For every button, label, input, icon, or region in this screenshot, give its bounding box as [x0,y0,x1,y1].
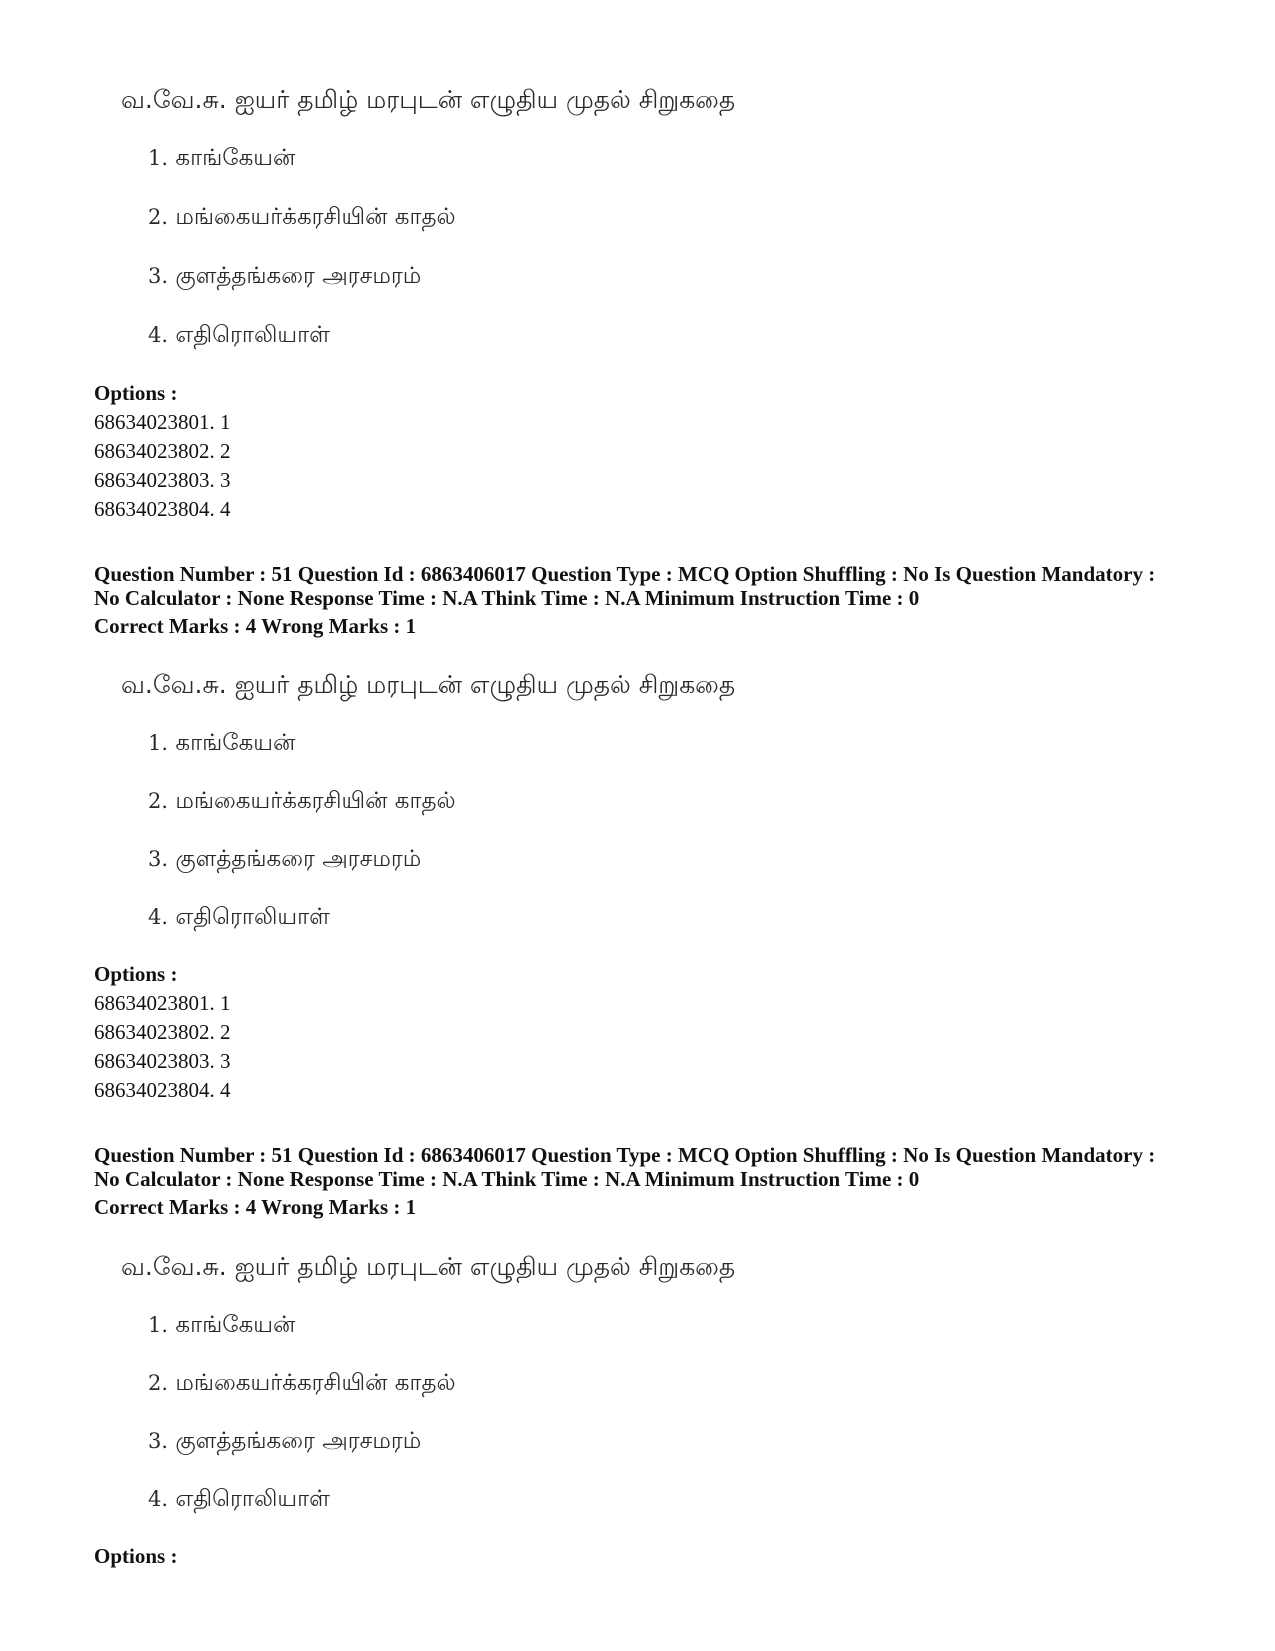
choice-text: குளத்தங்கரை அரசமரம் [175,1428,422,1454]
question-marks: Correct Marks : 4 Wrong Marks : 1 [94,1195,417,1219]
choice-number: 2. [148,789,169,813]
question-stem: வ.வே.சு. ஐயர் தமிழ் மரபுடன் எழுதிய முதல் சிறுகதை [121,670,736,699]
option-line-2: 68634023802. 2 [94,1020,231,1044]
question-choice-4 [148,902,330,932]
question-choice-2 [148,1368,456,1398]
options-heading: Options : [94,1544,178,1568]
choice-number: 3. [148,847,169,871]
question-stem: வ.வே.சு. ஐயர் தமிழ் மரபுடன் எழுதிய முதல் சிறுகதை [121,85,736,114]
choice-number: 2. [148,1371,169,1395]
option-line-3: 68634023803. 3 [94,1049,231,1073]
question-marks: Correct Marks : 4 Wrong Marks : 1 [94,614,417,638]
choice-text: குளத்தங்கரை அரசமரம் [175,263,422,289]
option-line-1: 68634023801. 1 [94,410,231,434]
choice-number: 1. [148,146,169,170]
question-meta-line-2: No Calculator : None Response Time : N.A Think Time : N.A Minimum Instruction Time : 0 [94,1167,920,1191]
question-choice-1 [148,1310,295,1340]
options-heading: Options : [94,962,178,986]
question-choice-2 [148,786,456,816]
choice-number: 3. [148,264,169,288]
option-line-1: 68634023801. 1 [94,991,231,1015]
question-choice-3 [148,1426,421,1456]
question-choice-3 [148,261,421,291]
choice-number: 4. [148,1487,169,1511]
choice-text: மங்கையர்க்கரசியின் காதல் [175,788,456,814]
choice-number: 2. [148,205,169,229]
option-line-3: 68634023803. 3 [94,468,231,492]
choice-text: காங்கேயன் [175,145,296,171]
options-heading: Options : [94,381,178,405]
option-line-4: 68634023804. 4 [94,1078,231,1102]
choice-text: எதிரொலியாள் [175,1486,330,1512]
choice-text: காங்கேயன் [175,1312,296,1338]
option-line-4: 68634023804. 4 [94,497,231,521]
choice-number: 1. [148,731,169,755]
option-line-2: 68634023802. 2 [94,439,231,463]
question-choice-3 [148,844,421,874]
question-choice-4 [148,320,330,350]
choice-number: 4. [148,905,169,929]
question-meta-line-2: No Calculator : None Response Time : N.A Think Time : N.A Minimum Instruction Time : 0 [94,586,920,610]
question-choice-1 [148,143,295,173]
question-meta-line-1: Question Number : 51 Question Id : 6863406017 Question Type : MCQ Option Shuffling : No Is Question Mandatory : [94,562,1156,586]
choice-number: 3. [148,1429,169,1453]
choice-text: மங்கையர்க்கரசியின் காதல் [175,204,456,230]
choice-text: மங்கையர்க்கரசியின் காதல் [175,1370,456,1396]
question-meta-line-1: Question Number : 51 Question Id : 6863406017 Question Type : MCQ Option Shuffling : No Is Question Mandatory : [94,1143,1156,1167]
choice-text: எதிரொலியாள் [175,904,330,930]
question-choice-1 [148,728,295,758]
choice-text: எதிரொலியாள் [175,322,330,348]
choice-number: 4. [148,323,169,347]
choice-number: 1. [148,1313,169,1337]
question-stem: வ.வே.சு. ஐயர் தமிழ் மரபுடன் எழுதிய முதல் சிறுகதை [121,1252,736,1281]
question-choice-2 [148,202,456,232]
choice-text: குளத்தங்கரை அரசமரம் [175,846,422,872]
choice-text: காங்கேயன் [175,730,296,756]
question-choice-4 [148,1484,330,1514]
